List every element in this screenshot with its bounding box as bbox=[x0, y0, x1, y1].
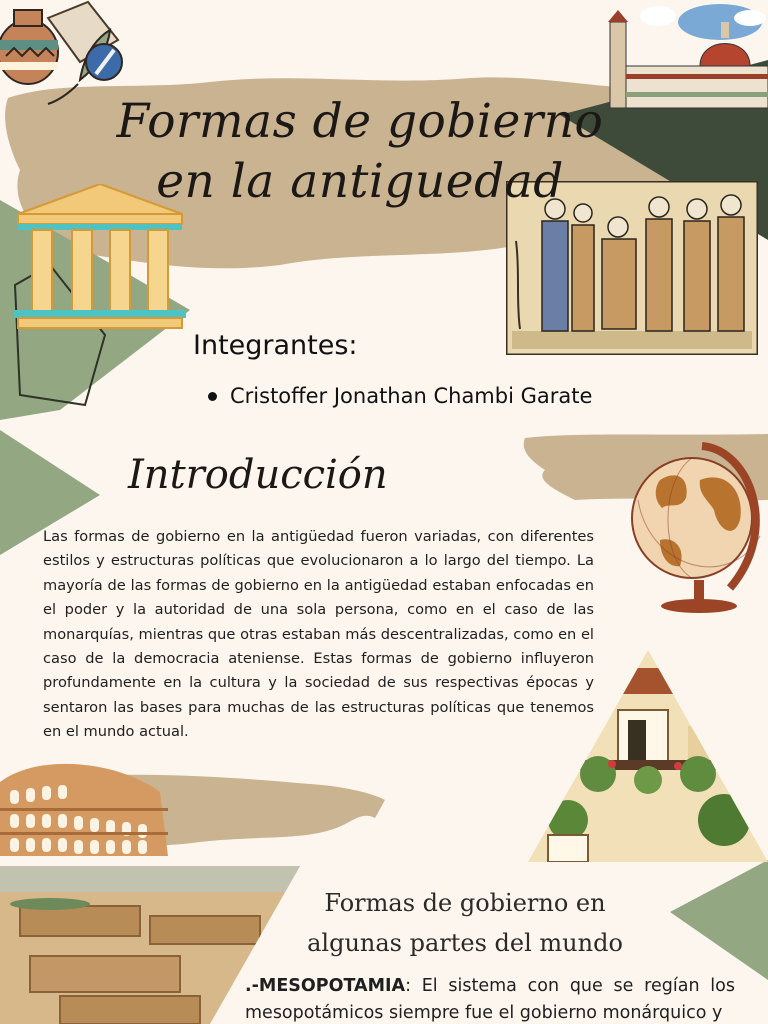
member-item bbox=[208, 384, 592, 408]
intro-heading: Introducción bbox=[128, 452, 388, 498]
intro-paragraph: Las formas de gobierno en la antigüedad fueron variadas, con diferentes estilos y estructuras políticas que evolucionaron a lo largo del tiempo. La mayoría de las formas de gobierno en la antigüedad estaban enfocadas en el poder y la autoridad de una sola persona, como en el caso de las monarquías, mientras que otras estaban más descentralizadas, como en el caso de la democracia ateniense. Estas formas de gobierno influyeron profundamente en la cultura y la sociedad de sus respectivas épocas y sentaron las bases para muchas de las estructuras políticas que tenemos en el mundo actual. bbox=[43, 528, 594, 741]
bullet-icon bbox=[208, 392, 217, 401]
mesopotamia-text: : El sistema con que se regían los mesopotámicos siempre fue el gobierno monárquico y bbox=[245, 976, 735, 1023]
section-heading bbox=[290, 883, 640, 963]
member-name: Cristoffer Jonathan Chambi Garate bbox=[230, 384, 593, 408]
mesopotamia-label: .-MESOPOTAMIA bbox=[245, 976, 406, 996]
members-heading: Integrantes: bbox=[193, 330, 358, 361]
colosseum-image bbox=[0, 752, 168, 864]
mesopotamia-paragraph bbox=[245, 973, 735, 1024]
globe-icon bbox=[630, 440, 768, 615]
amphora-icon bbox=[0, 0, 135, 105]
poster-title: Formas de gobierno en la antiguedad bbox=[116, 94, 604, 209]
section-heading-line2: algunas partes del mundo bbox=[307, 929, 623, 957]
section-heading-line1: Formas de gobierno en bbox=[324, 889, 606, 917]
right-green-triangle bbox=[670, 860, 768, 980]
